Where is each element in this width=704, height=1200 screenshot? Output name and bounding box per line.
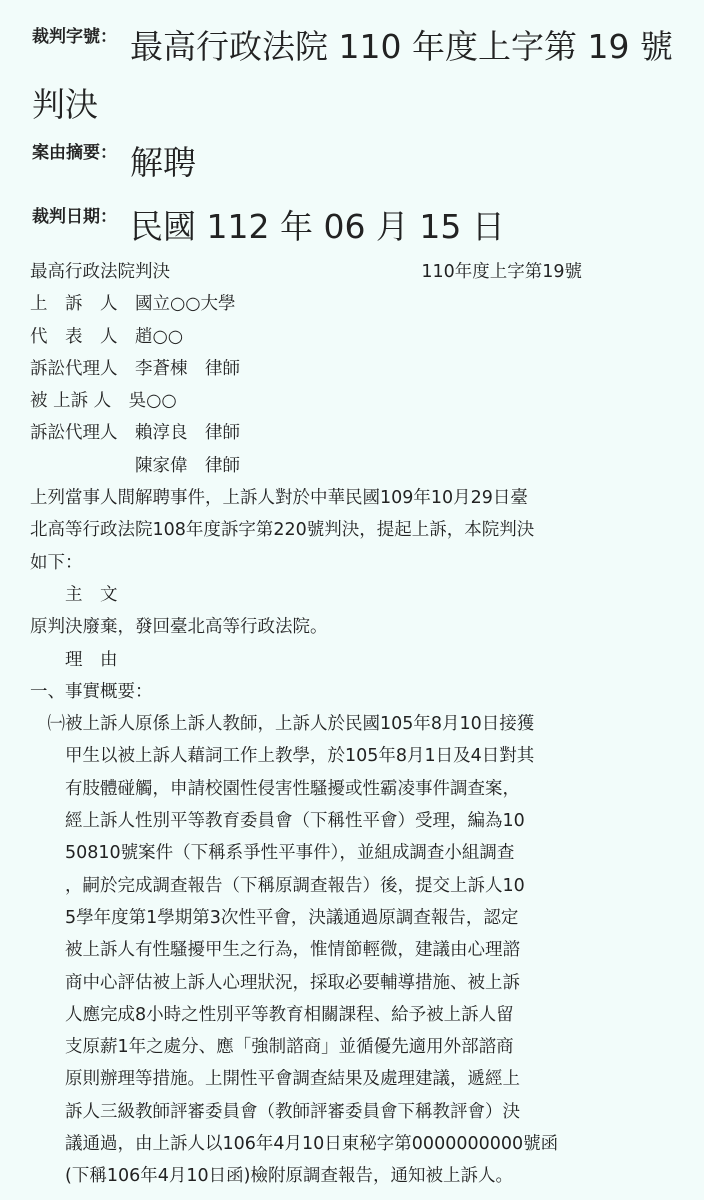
section-line: 有肢體碰觸，申請校園性侵害性騷擾或性霸凌事件調查案， <box>30 778 520 799</box>
section-line: 原則辦理等措施。上開性平會調查結果及處理建議，遞經上 <box>30 1069 520 1090</box>
judgment-date-row <box>32 198 684 256</box>
section-line: 被上訴人有性騷擾甲生之行為，惟情節輕微，建議由心理諮 <box>30 940 520 961</box>
section-line: ，嗣於完成調查報告（下稱原調查報告）後，提交上訴人10 <box>30 875 525 896</box>
main-heading: 主 文 <box>30 584 118 605</box>
judgment-date-value: 民國 112 年 06 月 15 日 <box>130 207 505 246</box>
section-line: 訴人三級教師評審委員會（教師評審委員會下稱教評會）決 <box>30 1101 520 1122</box>
court-name: 最高行政法院判決 <box>30 262 170 282</box>
section-line: 甲生以被上訴人藉詞工作上教學，於105年8月1日及4日對其 <box>30 746 535 767</box>
section-line: 經上訴人性別平等教育委員會（下稱性平會）受理，編為10 <box>30 811 525 832</box>
case-summary-label: 案由摘要： <box>32 143 117 163</box>
case-summary-value: 解聘 <box>130 143 196 182</box>
party-line: 被 上訴 人 吳○○ <box>30 391 177 412</box>
case-number-value: 最高行政法院 110 年度上字第 19 號 判決 <box>32 27 673 124</box>
case-reference: 110年度上字第19號 <box>421 262 582 282</box>
section-line: ㈠被上訴人原係上訴人教師，上訴人於民國105年8月10日接獲 <box>30 714 535 735</box>
party-line: 訴訟代理人 李蒼棟 律師 <box>30 358 240 379</box>
intro-line: 上列當事人間解聘事件，上訴人對於中華民國109年10月29日臺 <box>30 488 528 509</box>
case-number-label: 裁判字號： <box>32 27 117 47</box>
section-line: 商中心評估被上訴人心理狀況，採取必要輔導措施、被上訴 <box>30 972 520 993</box>
section-line: 5學年度第1學期第3次性平會，決議通過原調查報告，認定 <box>30 907 519 928</box>
section-line: 50810號案件（下稱系爭性平事件），並組成調查小組調查 <box>30 843 515 864</box>
reason-heading: 理 由 <box>30 649 118 670</box>
intro-line: 北高等行政法院108年度訴字第220號判決，提起上訴，本院判決 <box>30 520 535 541</box>
party-line: 代 表 人 趙○○ <box>30 326 184 347</box>
party-line: 陳家偉 律師 <box>30 455 240 476</box>
judgment-date-label: 裁判日期： <box>32 207 117 227</box>
party-line: 上 訴 人 國立○○大學 <box>30 294 236 315</box>
party-line: 訴訟代理人 賴淳良 律師 <box>30 423 240 444</box>
case-summary-row <box>32 134 684 192</box>
section-line: 支原薪1年之處分、應「強制諮商」並循優先適用外部諮商 <box>30 1037 514 1058</box>
intro-line: 如下： <box>30 552 83 573</box>
section-line: (下稱106年4月10日函)檢附原調查報告，通知被上訴人。 <box>30 1166 513 1187</box>
case-number-row <box>32 18 684 134</box>
section-line: 人應完成8小時之性別平等教育相關課程、給予被上訴人留 <box>30 1004 514 1025</box>
court-header <box>30 256 582 288</box>
section-heading: 一、事實概要： <box>30 681 153 702</box>
judgment-body <box>30 256 690 1193</box>
section-line: 議通過，由上訴人以106年4月10日東秘字第0000000000號函 <box>30 1134 559 1155</box>
main-text: 原判決廢棄，發回臺北高等行政法院。 <box>30 617 328 638</box>
